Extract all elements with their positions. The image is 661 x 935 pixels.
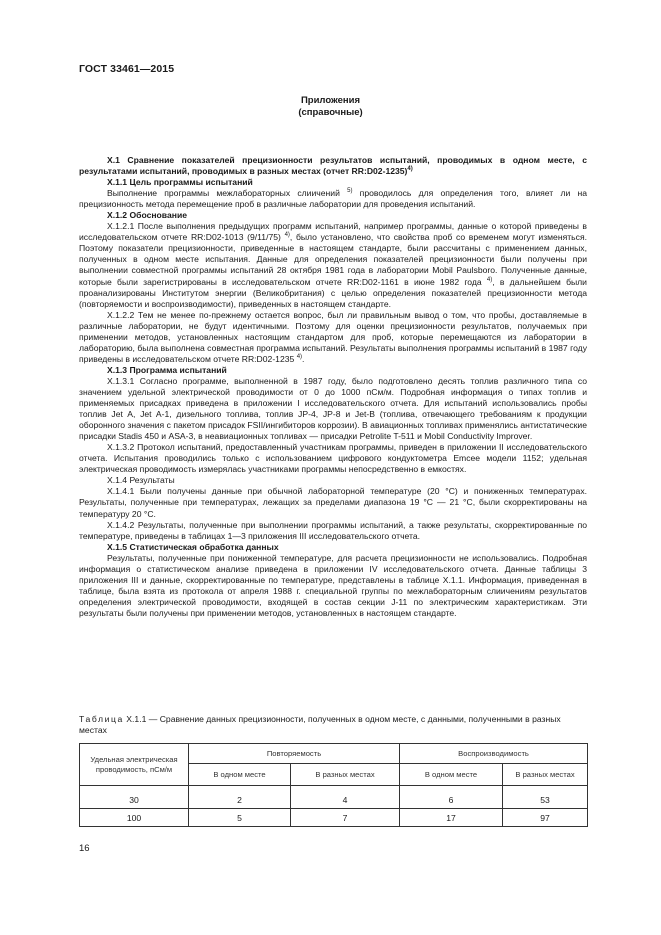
section-heading-x1: Х.1 Сравнение показателей прецизионности результатов испытаний, проводимых в одном месте, с результатами испытаний, проводимых в разных местах (отчет RR:D02-1235)$^{4)}$	[79, 155, 587, 177]
header-repeatability-same-place: В одном месте	[189, 764, 291, 786]
header-repeatability: Повторяемость	[189, 744, 400, 764]
table-caption-text: Х.1.1 — Сравнение данных прецизионности, полученных в одном месте, с данными, полученными в разных местах	[79, 714, 561, 735]
table-cell: 53	[503, 786, 588, 809]
section-heading-x13: Х.1.3 Программа испытаний	[107, 364, 227, 375]
table-cell: 7	[291, 809, 400, 827]
page-number: 16	[79, 843, 90, 854]
table-cell: 6	[400, 786, 503, 809]
table-caption	[79, 714, 587, 736]
precision-comparison-table	[79, 743, 588, 827]
section-heading-x15: Х.1.5 Статистическая обработка данных	[107, 541, 279, 552]
table-cell: 5	[189, 809, 291, 827]
document-body	[79, 155, 587, 619]
header-repeatability-diff-places: В разных местах	[291, 764, 400, 786]
table-cell: 4	[291, 786, 400, 809]
table-cell: 30	[80, 786, 189, 809]
header-conductivity: Удельная электрическая проводимость, пСм/м	[80, 744, 189, 786]
paragraph-x121: Х.1.2.1 После выполнения предыдущих программ испытаний, например программы, данные о которой приведены в исследовательском отчете RR:D02-1013 (9/11/75) $^{4)}$, было установлено, что свойства проб со временем могут изменяться. Поэтому показатели прецизионности, приведенные в настоящем стандарте, были рассчитаны с применением данных, полученных в одном месте испытания. Данные для определения показателей прецизионности были получены при выполнении совместной программы испытаний 28 октября 1981 года в лаборатории Mobil Paulsboro. Полученные данные, которые были зарегистрированы в исследовательском отчете RR:D02-1161 в июне 1982 года $^{4)}$, в дальнейшем были проанализированы Институтом энергии (Великобритания) с целью определения показателей прецизионности метода (повторяемости и воспроизводимости), приведенных в настоящем стандарте.	[79, 221, 587, 309]
table-cell: 17	[400, 809, 503, 827]
section-heading-x14: Х.1.4 Результаты	[107, 475, 175, 486]
header-reproducibility: Воспроизводимость	[400, 744, 588, 764]
section-heading-x11: Х.1.1 Цель программы испытаний	[107, 177, 253, 188]
annex-title: Приложения	[300, 95, 361, 106]
table-row	[80, 809, 588, 827]
section-heading-x12: Х.1.2 Обоснование	[107, 210, 188, 221]
paragraph-x122: Х.1.2.2 Тем не менее по-прежнему остается вопрос, был ли правильным вывод о том, что пробы, доставляемые в различные лаборатории, не будут идентичными. Поэтому для оценки прецизионности результатов, получаемых при применении методов, установленных настоящим стандартом для проб, которые перемещаются из лаборатории в лабораторию, была выполнена совместная программа испытаний. Результаты выполнения программы испытаний в 1987 году приведены в исследовательском отчете RR:D02-1235 $^{4)}$.	[79, 309, 587, 364]
table-cell: 100	[80, 809, 189, 827]
annex-subtitle: (справочные)	[298, 106, 363, 118]
table-cell: 97	[503, 809, 588, 827]
header-reproducibility-same-place: В одном месте	[400, 764, 503, 786]
table-caption-prefix: Таблица	[79, 714, 124, 724]
table-cell: 2	[189, 786, 291, 809]
document-standard-header: ГОСТ 33461—2015	[79, 63, 175, 75]
paragraph-x132: Х.1.3.2 Протокол испытаний, предоставленный участникам программы, приведен в приложении II исследовательского отчета. Испытания проводились только с использованием цифрового кондуктометра Emcee модели 1152; удельная электрическая проводимость измерялась участниками программы непосредственно в емкостях.	[79, 442, 587, 475]
header-reproducibility-diff-places: В разных местах	[503, 764, 588, 786]
table-row	[80, 786, 588, 809]
paragraph-x131: Х.1.3.1 Согласно программе, выполненной в 1987 году, было подготовлено десять топлив различного типа со значением удельной электрической проводимости от 0 до 1000 пСм/м. Подробная информация о типах топлив и применяемых присадках приведена в приложении I исследовательского отчета. Для испытаний использовались пробы топлив Jet A, Jet A-1, дизельного топлива, топлив JP-4, JP-8 и Jet-B (топлива, отвечающего требованиям к продукции оборонного значения с пакетом присадок FSII/ингибиторов коррозии). В авиационных топливах применялись антистатические присадки Stadis 450 и ASA-3, в неавиационных топливах — присадки Petrolite T-511 и Mobil Conductivity Improver.	[79, 375, 587, 442]
paragraph-x15: Результаты, полученные при пониженной температуре, для расчета прецизионности не использовались. Подробная информация о статистическом анализе приведена в приложении IV исследовательского отчета. Данные таблицы 3 приложения III и данные, скорректированные по температуре, представлены в таблице Х.1.1. Информация, приведенная в таблице, была взята из протокола от апреля 1988 г. специальной группы по межлабораторным слиичениям результатов определения электрической проводимости, входящей в состав секции J-11 по электрическим характеристикам. Эти результаты были получены при применении методов, установленных в настоящем стандарте.	[79, 552, 587, 618]
annex-title-block	[0, 95, 661, 118]
paragraph-x142: Х.1.4.2 Результаты, полученные при выполнении программы испытаний, а также результаты, скорректированные по температуре, приведены в таблицах 1—3 приложения III исследовательского отчета.	[79, 519, 587, 541]
paragraph-x11: Выполнение программы межлабораторных слиичений $^{5)}$ проводилось для определения того, влияет ли на прецизионность метода перемещение проб в различные лаборатории для проведения испытаний.	[79, 188, 587, 210]
paragraph-x141: Х.1.4.1 Были получены данные при обычной лабораторной температуре (20 °С) и пониженных температурах. Результаты, полученные при температурах, лежащих за пределами диапазона 19 °С — 21 °С, были скорректированы на температуру 20 °С.	[79, 486, 587, 519]
